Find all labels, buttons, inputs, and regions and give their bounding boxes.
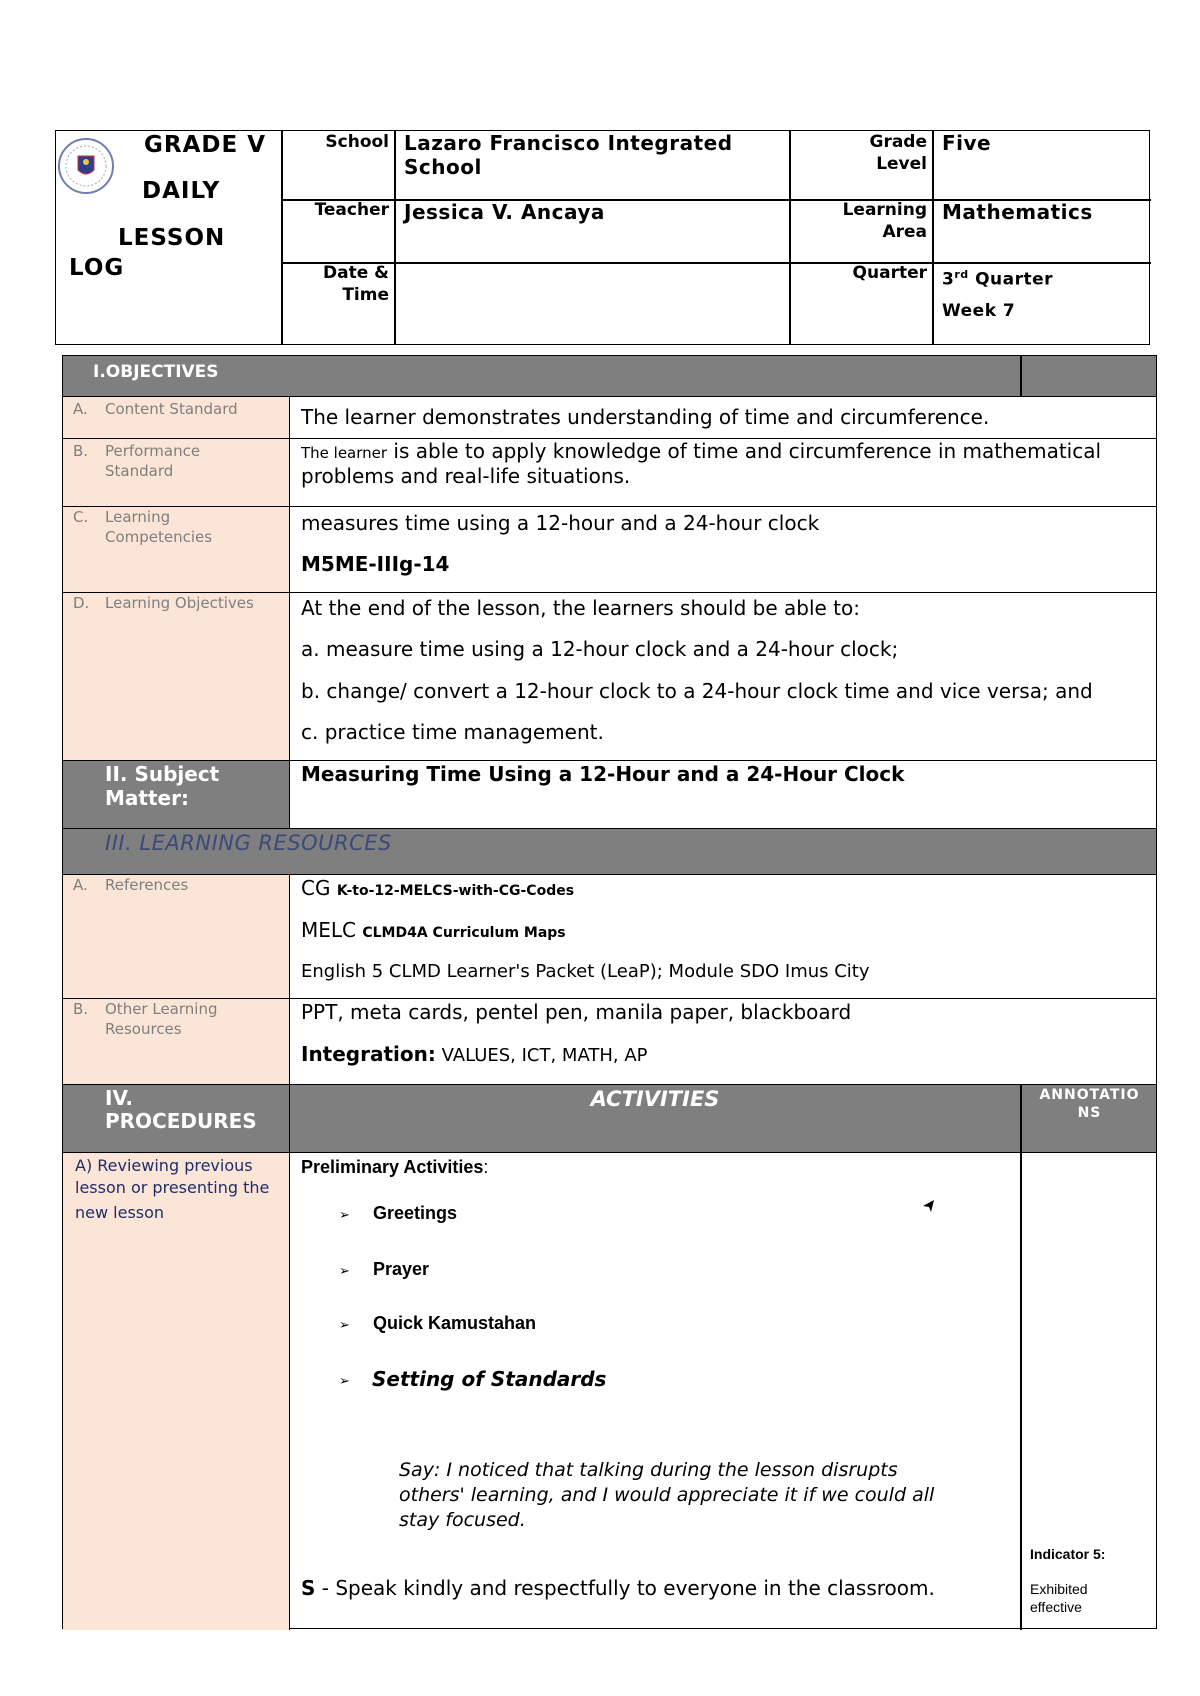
school-label: School: [325, 132, 389, 152]
subject-matter-text: Measuring Time Using a 12-Hour and a 24-Hour Clock: [301, 762, 905, 786]
other-resources-row: [63, 998, 1156, 1084]
indicator-text: Exhibited effective: [1030, 1581, 1088, 1615]
objective-c: c. practice time management.: [301, 720, 604, 744]
week-value: Week 7: [942, 301, 1016, 321]
header-title-log: LOG: [69, 255, 125, 281]
performance-standard-row: [63, 438, 1156, 506]
standard-s-text: S - Speak kindly and respectfully to everyone in the classroom.: [301, 1576, 935, 1600]
procedures-label-2: PROCEDURES: [105, 1109, 257, 1133]
header-title-daily: DAILY: [142, 178, 221, 204]
school-value-1: Lazaro Francisco Integrated: [404, 131, 733, 155]
integration-text: Integration: VALUES, ICT, MATH, AP: [301, 1042, 648, 1066]
annotations-heading: ANNOTATIO NS: [1039, 1087, 1140, 1121]
grade-value: Five: [942, 131, 992, 155]
quarter-value: 3rd Quarter: [942, 268, 1054, 290]
objective-a: a. measure time using a 12-hour clock and a 24-hour clock;: [301, 637, 899, 661]
bullet-kamustahan: Quick Kamustahan: [373, 1313, 537, 1333]
date-label-1: Date &: [323, 263, 389, 283]
bullet-arrow-icon: ➢: [339, 1264, 350, 1279]
activities-heading: ACTIVITIES: [590, 1087, 720, 1111]
competencies-code: M5ME-IIIg-14: [301, 552, 450, 576]
content-standard-text: The learner demonstrates understanding of time and circumference.: [301, 405, 990, 429]
objectives-heading: I.OBJECTIVES: [93, 362, 219, 382]
date-label-2: Time: [342, 285, 389, 305]
area-label-2: Area: [882, 222, 927, 242]
procedure-a-label: A) Reviewing previous lesson or presenting the new lesson: [75, 1156, 270, 1222]
competencies-row: [63, 506, 1156, 592]
teacher-value: Jessica V. Ancaya: [404, 200, 605, 224]
prelim-activities-label: Preliminary Activities:: [301, 1157, 489, 1177]
deped-seal-icon: [56, 136, 116, 196]
header-title-grade: GRADE V: [144, 132, 266, 158]
objective-b: b. change/ convert a 12-hour clock to a 24-hour clock time and vice versa; and: [301, 679, 1093, 703]
procedure-a-row: [63, 1152, 1156, 1630]
cursor-arrow-icon: [921, 1198, 937, 1214]
bullet-standards: Setting of Standards: [372, 1367, 607, 1391]
reference-cg: CG K-to-12-MELCS-with-CG-Codes: [301, 876, 575, 900]
performance-standard-text-2: problems and real-life situations.: [301, 464, 631, 488]
subject-matter-label-2: Matter:: [105, 786, 189, 810]
bullet-arrow-icon: ➢: [339, 1208, 350, 1223]
quarter-label: Quarter: [852, 263, 927, 283]
school-value-2: School: [404, 155, 482, 179]
header-table: [55, 130, 1150, 345]
resources-heading-row: [63, 828, 1156, 874]
procedures-label-1: IV.: [105, 1086, 133, 1110]
indicator-label: Indicator 5:: [1030, 1546, 1106, 1562]
subject-matter-label-1: II. Subject: [105, 762, 220, 786]
references-row: A. References CG K-to-12-MELCS-with-CG-Codes MELC CLMD4A Curriculum Maps English 5 CLMD Learner's Packet (LeaP); Module SDO Imus City: [63, 874, 1156, 998]
bullet-prayer: Prayer: [373, 1259, 430, 1279]
content-standard-row: A. Content Standard The learner demonstrates understanding of time and circumference.: [63, 396, 1156, 438]
performance-standard-label: B. Performance Standard: [73, 442, 201, 480]
say-text: Say: I noticed that talking during the lesson disrupts others' learning, and I would appreciate it if we could all stay focused.: [399, 1459, 935, 1531]
bullet-arrow-icon: ➢: [339, 1374, 350, 1389]
subject-matter-row: [63, 760, 1156, 828]
other-resources-materials: PPT, meta cards, pentel pen, manila paper, blackboard: [301, 1000, 852, 1024]
objectives-intro: At the end of the lesson, the learners should be able to:: [301, 596, 860, 620]
competencies-label: C. Learning Competencies: [73, 508, 213, 546]
area-label-1: Learning: [842, 200, 927, 220]
teacher-label: Teacher: [314, 200, 389, 220]
lesson-table: [62, 355, 1157, 1629]
learning-objectives-row: D. Learning Objectives At the end of the lesson, the learners should be able to: a. measure time using a 12-hour clock and a 24-hour clock; b. change/ convert a 12-hour clock to a 24-hour clock time and vice versa; and c. practice time management.: [63, 592, 1156, 760]
header-title-lesson: LESSON: [118, 225, 226, 251]
resources-heading: III. LEARNING RESOURCES: [105, 831, 392, 855]
competencies-text: measures time using a 12-hour and a 24-hour clock: [301, 511, 820, 535]
procedures-heading-row: [63, 1084, 1156, 1152]
reference-melc: MELC CLMD4A Curriculum Maps: [301, 918, 566, 942]
performance-standard-text: The learner is able to apply knowledge of time and circumference in mathematical: [301, 439, 1102, 463]
area-value: Mathematics: [942, 200, 1093, 224]
bullet-arrow-icon: ➢: [339, 1318, 350, 1333]
reference-english: English 5 CLMD Learner's Packet (LeaP); Module SDO Imus City: [301, 961, 870, 982]
grade-label-1: Grade: [869, 132, 927, 152]
grade-label-2: Level: [876, 154, 927, 174]
bullet-greetings: Greetings: [373, 1203, 458, 1223]
objectives-heading-row: [63, 356, 1156, 396]
other-resources-label: B. Other Learning Resources: [73, 1000, 218, 1038]
